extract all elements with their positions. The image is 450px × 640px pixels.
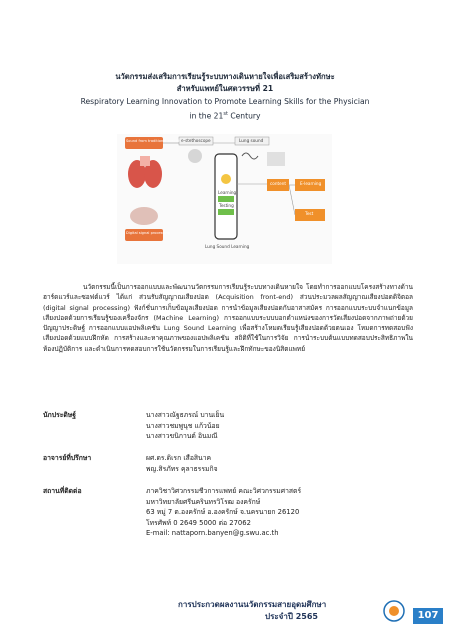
title-en-line1: Respiratory Learning Innovation to Promote Learning Skills for the Physician bbox=[80, 97, 370, 106]
traditional-label: Sound from traditional auscultation bbox=[126, 139, 190, 143]
inventor-name: นางสาวณัฐธภรณ์ บานเย็น bbox=[146, 411, 225, 419]
contact-label: สถานที่ติดต่อ bbox=[43, 487, 82, 495]
description-paragraph: นวัตกรรมนี้เป็นการออกแบบและพัฒนานวัตกรรมการเรียนรู้ระบบทางเดินหายใจ โดยทำการออกแบบโครงสร้างทางด้านฮาร์ดแวร์และซอฟต์แวร์ ได้แก่ ส่วนรับสัญญาณเสียงปอด (Acquisition front-end) ส่วนประมวลผลสัญญาณเสียงปอดดิจิตอล (digital signal processing) ฟังก์ชั่นการเก็บข้อมูลเสียงปอด การนำข้อมูลเสียงปอดกับอาสาสมัคร การออกแบบระบบจำแนกข้อมูลเสียงปอดด้วยการเรียนรู้ของเครื่องจักร (Machine Learning) การออกแบบระบบบอกตำแหน่งของการวัดเสียงปอดจากภาพถ่ายด้วยปัญญาประดิษฐ์ การออกแบบแอปพลิเคชัน Lung Sound Learning เพื่อสร้างโหมดเรียนรู้เสียงปอดด้วยตนเอง โหมดการทดสอบฟังเสียงปอดด้วยแบบฝึกหัด การสร้างและหาคุณภาพของแอปพลิเคชัน สถิติที่ใช้ในการวิจัย การนำระบบต้นแบบทดสอบประสิทธิภาพในห้องปฏิบัติการ และดำเนินการทดสอบการใช้นวัตกรรมในการเรียนรู้และฝึกทักษะของนิสิตแพทย์ bbox=[43, 283, 413, 353]
dsp-label: Digital signal processing bbox=[126, 231, 170, 235]
test-label: Test bbox=[305, 211, 314, 216]
app-logo-icon bbox=[221, 174, 231, 184]
content-label: content bbox=[270, 181, 287, 186]
lungsound-label: Lung sound bbox=[239, 138, 264, 143]
stethoscope-icon bbox=[130, 207, 158, 225]
waveform-icon bbox=[242, 153, 258, 159]
inventor-name: นางสาวขนิกานต์ อินมณี bbox=[146, 432, 218, 440]
trachea-icon bbox=[140, 156, 150, 166]
footer-line1: การประกวดผลงานนวัตกรรมสายอุดมศึกษา bbox=[178, 600, 327, 609]
innovation-diagram bbox=[117, 134, 332, 264]
inventor-name: นางสาวชมพูนุช แก้วน้อย bbox=[146, 421, 220, 430]
device-icon bbox=[188, 149, 202, 163]
contest-logo-icon bbox=[383, 600, 405, 622]
description bbox=[43, 282, 413, 354]
title-en-line2: in the 21st Century bbox=[189, 111, 261, 121]
phone-learning-label: Learning bbox=[218, 190, 237, 195]
advisors-label: อาจารย์ที่ปรึกษา bbox=[43, 454, 92, 462]
testing-btn bbox=[218, 209, 234, 215]
phone-caption: Lung Sound Learning bbox=[205, 244, 250, 249]
title-thai-line2: สำหรับแพทย์ในศตวรรษที่ 21 bbox=[176, 84, 274, 93]
contact-email: E-mail: nattaporn.banyen@g.swu.ac.th bbox=[146, 529, 279, 537]
inventors-label: นักประดิษฐ์ bbox=[43, 411, 77, 419]
arrow bbox=[289, 185, 295, 215]
elearning-label: E-learning bbox=[300, 181, 322, 186]
content-thumb bbox=[267, 152, 285, 166]
estethoscope-label: e-stethoscope bbox=[181, 138, 211, 143]
phone-testing-label: Testing bbox=[219, 203, 234, 208]
contact-line: มหาวิทยาลัยศรีนครินทรวิโรฒ องครักษ์ bbox=[146, 497, 261, 506]
advisor-name: พญ.สิรภัทร คุลาธรรมกิจ bbox=[146, 464, 218, 473]
footer-line2: ประจำปี 2565 bbox=[265, 612, 318, 621]
contact-line: ภาควิชาวิศวกรรมชีวการแพทย์ คณะวิศวกรรมศาสตร์ bbox=[146, 487, 302, 495]
contact-line: 63 หมู่ 7 ต.องครักษ์ อ.องครักษ์ จ.นครนายก 26120 bbox=[146, 508, 300, 516]
title-thai-line1: นวัตกรรมส่งเสริมการเรียนรู้ระบบทางเดินหายใจเพื่อเสริมสร้างทักษะ bbox=[115, 72, 335, 81]
page-number: 107 bbox=[413, 608, 443, 624]
contact-line: โทรศัพท์ 0 2649 5000 ต่อ 27062 bbox=[146, 518, 251, 527]
learning-btn bbox=[218, 196, 234, 202]
advisor-name: ผศ.ดร.ดิเรก เสือสินาค bbox=[146, 454, 212, 462]
